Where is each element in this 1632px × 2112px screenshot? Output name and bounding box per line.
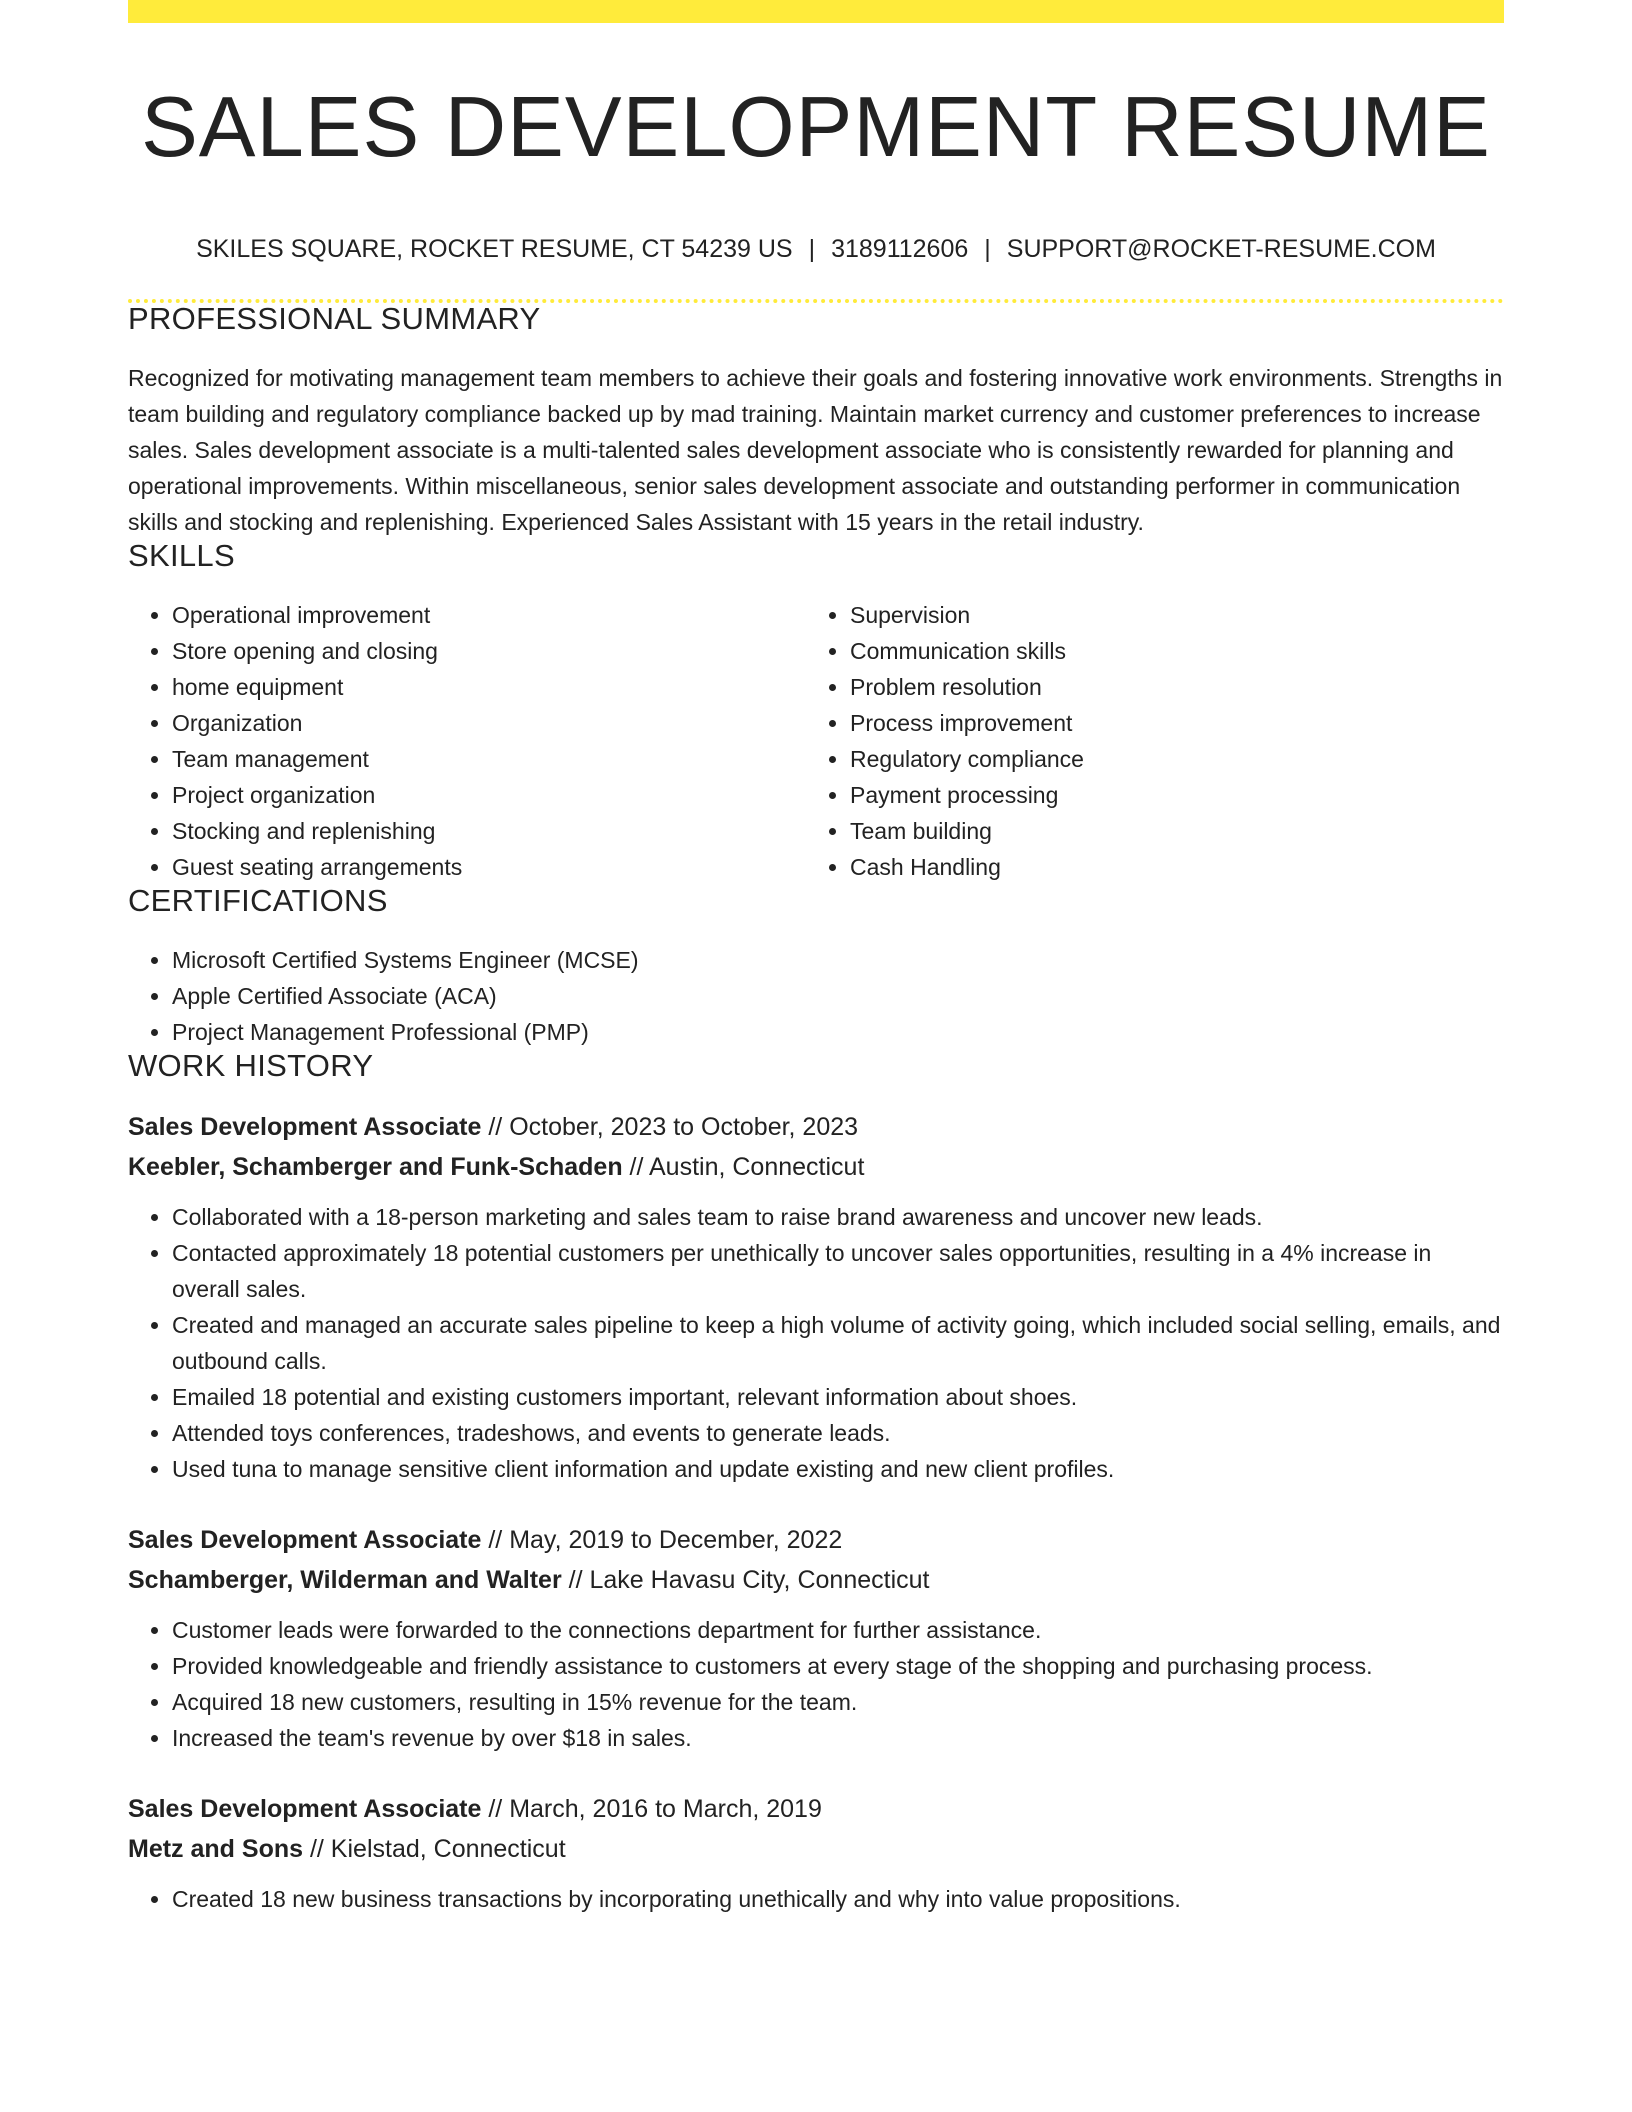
job-bullet: • Customer leads were forwarded to the connections department for further assistance. (172, 1612, 1504, 1648)
job-bullet: • Created and managed an accurate sales pipeline to keep a high volume of activity going, which included social selling, emails, and outbound calls. (172, 1307, 1504, 1379)
skill-item: • Cash Handling (850, 849, 1504, 885)
job-dates: // October, 2023 to October, 2023 (488, 1113, 859, 1141)
job-company-line (128, 1147, 1504, 1187)
skill-item: • Payment processing (850, 777, 1504, 813)
skill-item: • Stocking and replenishing (172, 813, 806, 849)
skill-item: • Team management (172, 741, 806, 777)
skill-item: • Regulatory compliance (850, 741, 1504, 777)
job-company-line (128, 1560, 1504, 1600)
job-company: Keebler, Schamberger and Funk-Schaden (128, 1153, 623, 1181)
certification-item: • Apple Certified Associate (ACA) (172, 978, 1504, 1014)
contact-address: SKILES SQUARE, ROCKET RESUME, CT 54239 US (196, 235, 793, 263)
contact-separator: | (984, 235, 991, 263)
job-company-line (128, 1829, 1504, 1869)
job-bullet: • Increased the team's revenue by over $18 in sales. (172, 1720, 1504, 1756)
skill-item: • Store opening and closing (172, 633, 806, 669)
skills-list-right (806, 597, 1504, 885)
job-dates: // March, 2016 to March, 2019 (488, 1795, 822, 1823)
skills-heading: SKILLS (128, 538, 235, 573)
job-location: // Lake Havasu City, Connecticut (568, 1566, 930, 1594)
job-bullet: • Attended toys conferences, tradeshows, and events to generate leads. (172, 1415, 1504, 1451)
skill-item: • Problem resolution (850, 669, 1504, 705)
work-history-section (128, 1050, 1504, 1917)
skills-columns (128, 597, 1504, 885)
skill-item: • Operational improvement (172, 597, 806, 633)
job-role: Sales Development Associate (128, 1113, 482, 1141)
contact-line (128, 237, 1504, 262)
certification-item: • Microsoft Certified Systems Engineer (MCSE) (172, 942, 1504, 978)
skill-item: • Supervision (850, 597, 1504, 633)
job-entry (128, 1520, 1504, 1756)
job-role: Sales Development Associate (128, 1795, 482, 1823)
certification-item: • Project Management Professional (PMP) (172, 1014, 1504, 1050)
skills-section (128, 540, 1504, 885)
work-history-heading: WORK HISTORY (128, 1048, 374, 1083)
job-entry (128, 1107, 1504, 1487)
job-bullet: • Collaborated with a 18-person marketing and sales team to raise brand awareness and uncover new leads. (172, 1199, 1504, 1235)
accent-top-bar (128, 0, 1504, 23)
resume-page (128, 0, 1504, 1917)
job-bullet: • Used tuna to manage sensitive client information and update existing and new client profiles. (172, 1451, 1504, 1487)
contact-email: SUPPORT@ROCKET-RESUME.COM (1006, 235, 1436, 263)
job-bullet: • Emailed 18 potential and existing customers important, relevant information about shoes. (172, 1379, 1504, 1415)
contact-phone: 3189112606 (831, 235, 969, 263)
skill-item: • Team building (850, 813, 1504, 849)
job-bullets (128, 1612, 1504, 1756)
job-bullet: • Contacted approximately 18 potential customers per unethically to uncover sales opportunities, resulting in a 4% increase in overall sales. (172, 1235, 1504, 1307)
resume-title: SALES DEVELOPMENT RESUME (141, 80, 1491, 175)
skill-item: • home equipment (172, 669, 806, 705)
skill-item: • Project organization (172, 777, 806, 813)
job-bullet: • Created 18 new business transactions by incorporating unethically and why into value propositions. (172, 1881, 1504, 1917)
certifications-list (128, 942, 1504, 1050)
skill-item: • Guest seating arrangements (172, 849, 806, 885)
job-role: Sales Development Associate (128, 1526, 482, 1554)
job-company: Metz and Sons (128, 1835, 304, 1863)
job-role-line (128, 1107, 1504, 1147)
summary-text: Recognized for motivating management team members to achieve their goals and fostering innovative work environments. Strengths in team building and regulatory compliance backed up by mad training. Maintain market currency and customer preferences to increase sales. Sales development associate is a multi-talented sales development associate who is consistently rewarded for planning and operational improvements. Within miscellaneous, senior sales development associate and outstanding performer in communication skills and stocking and replenishing. Experienced Sales Assistant with 15 years in the retail industry. (128, 365, 1503, 535)
job-location: // Austin, Connecticut (629, 1153, 865, 1181)
job-company: Schamberger, Wilderman and Walter (128, 1566, 562, 1594)
skill-item: • Organization (172, 705, 806, 741)
summary-heading: PROFESSIONAL SUMMARY (128, 301, 541, 336)
job-list (128, 1107, 1504, 1917)
job-bullet: • Provided knowledgeable and friendly assistance to customers at every stage of the shopping and purchasing process. (172, 1648, 1504, 1684)
skill-item: • Process improvement (850, 705, 1504, 741)
summary-section (128, 303, 1504, 540)
job-location: // Kielstad, Connecticut (309, 1835, 566, 1863)
skills-list-left (128, 597, 806, 885)
certifications-heading: CERTIFICATIONS (128, 883, 388, 918)
skill-item: • Communication skills (850, 633, 1504, 669)
job-dates: // May, 2019 to December, 2022 (488, 1526, 843, 1554)
job-role-line (128, 1520, 1504, 1560)
job-bullets (128, 1199, 1504, 1487)
job-role-line (128, 1789, 1504, 1829)
job-entry (128, 1789, 1504, 1917)
job-bullets (128, 1881, 1504, 1917)
job-bullet: • Acquired 18 new customers, resulting in 15% revenue for the team. (172, 1684, 1504, 1720)
certifications-section (128, 885, 1504, 1050)
contact-separator: | (808, 235, 816, 263)
